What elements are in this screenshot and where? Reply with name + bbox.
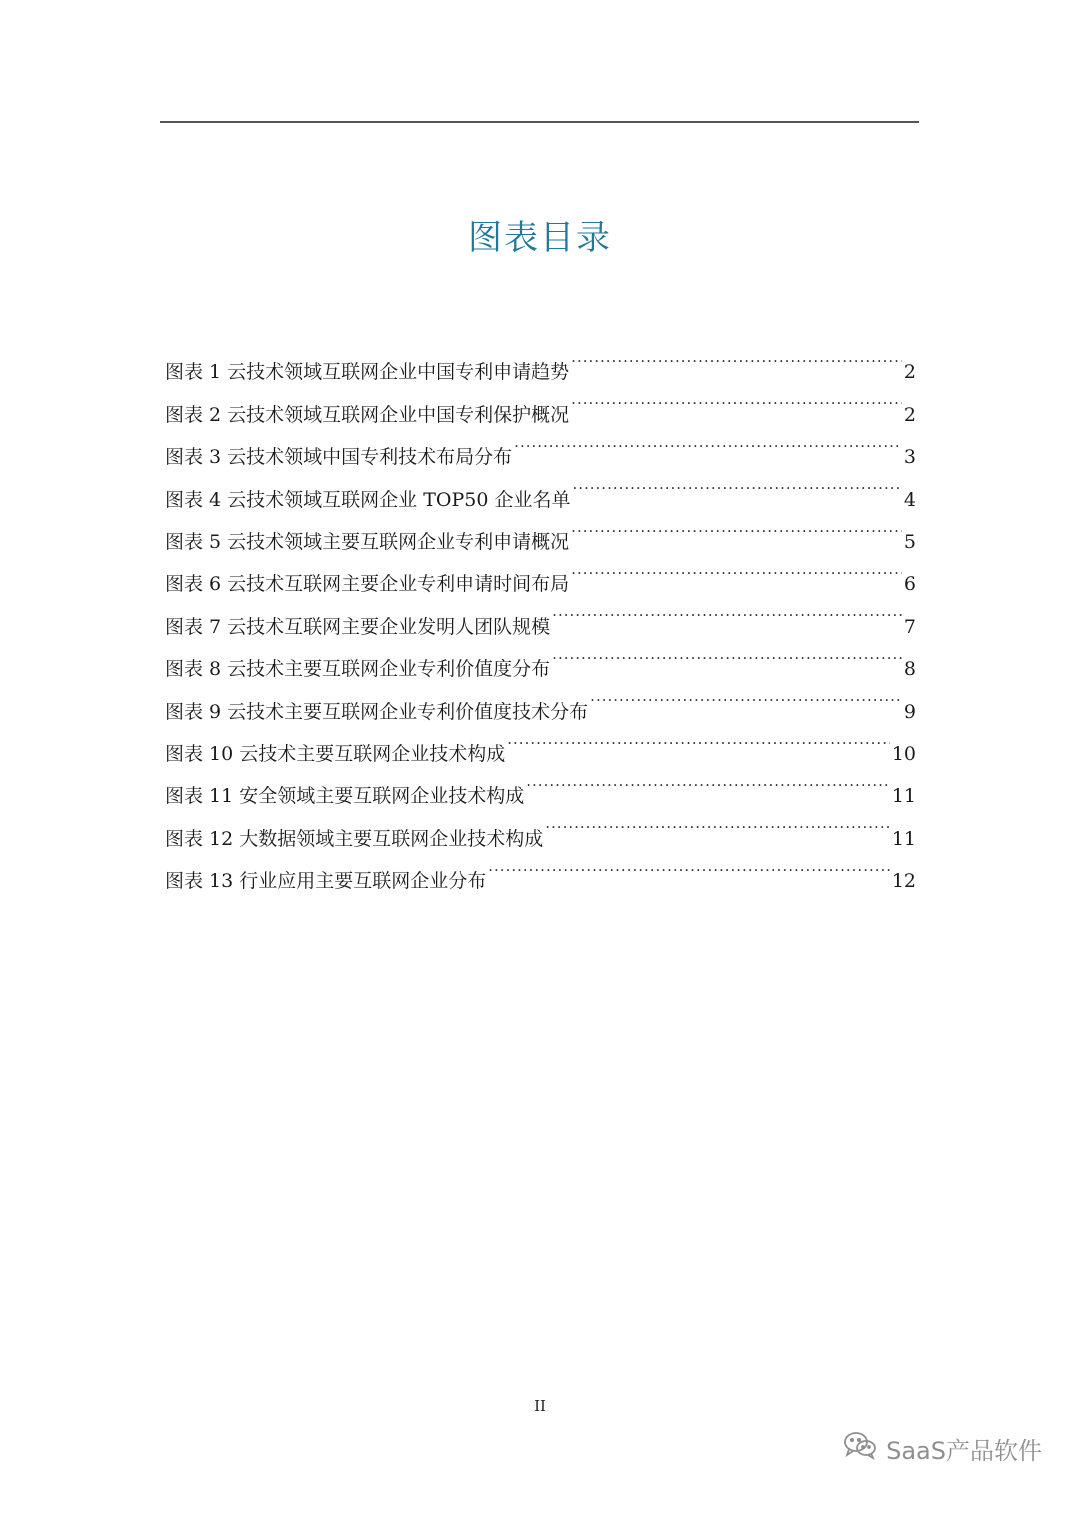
toc-item-label: 图表 11 安全领域主要互联网企业技术构成 — [165, 785, 525, 808]
toc-item-label: 图表 7 云技术互联网主要企业发明人团队规模 — [165, 615, 551, 638]
toc-item-page: 5 — [903, 530, 916, 553]
toc-item-page: 2 — [903, 361, 916, 384]
toc-item-1[interactable] — [165, 336, 916, 384]
toc-dot-leader — [571, 506, 902, 548]
toc-item-label: 图表 5 云技术领域主要互联网企业专利申请概况 — [165, 530, 570, 553]
toc-item-label: 图表 12 大数据领域主要互联网企业技术构成 — [165, 827, 544, 850]
toc-item-label: 图表 10 云技术主要互联网企业技术构成 — [165, 742, 506, 765]
toc-item-page: 12 — [891, 870, 916, 893]
toc-item-page: 9 — [903, 700, 916, 723]
toc-item-label: 图表 3 云技术领域中国专利技术布局分布 — [165, 446, 513, 469]
toc-dot-leader — [590, 675, 902, 717]
page-number: II — [534, 1397, 546, 1415]
toc-dot-leader — [552, 633, 902, 675]
toc-item-page: 3 — [903, 446, 916, 469]
toc-item-label: 图表 13 行业应用主要互联网企业分布 — [165, 870, 487, 893]
toc-dot-leader — [552, 590, 902, 632]
toc-item-label: 图表 1 云技术领域互联网企业中国专利申请趋势 — [165, 361, 570, 384]
wechat-icon — [842, 1430, 878, 1466]
watermark — [842, 1430, 1042, 1466]
table-of-figures — [165, 336, 916, 893]
toc-item-label: 图表 9 云技术主要互联网企业专利价值度技术分布 — [165, 700, 589, 723]
toc-dot-leader — [571, 378, 902, 420]
toc-dot-leader — [545, 802, 890, 844]
toc-dot-leader — [507, 718, 890, 760]
toc-dot-leader — [571, 336, 902, 378]
toc-dot-leader — [526, 760, 890, 802]
toc-item-label: 图表 8 云技术主要互联网企业专利价值度分布 — [165, 658, 551, 681]
toc-item-page: 2 — [903, 403, 916, 426]
toc-item-page: 4 — [903, 488, 916, 511]
toc-item-page: 11 — [891, 827, 916, 850]
watermark-text: SaaS产品软件 — [886, 1436, 1042, 1465]
page-title: 图表目录 — [468, 218, 612, 258]
toc-item-label: 图表 6 云技术互联网主要企业专利申请时间布局 — [165, 573, 570, 596]
toc-item-page: 7 — [903, 615, 916, 638]
toc-dot-leader — [514, 421, 902, 463]
toc-item-page: 6 — [903, 573, 916, 596]
toc-item-page: 10 — [891, 742, 916, 765]
toc-item-page: 8 — [903, 658, 916, 681]
toc-item-label: 图表 4 云技术领域互联网企业 TOP50 企业名单 — [165, 488, 571, 511]
toc-dot-leader — [488, 845, 890, 887]
toc-item-page: 11 — [891, 785, 916, 808]
toc-item-label: 图表 2 云技术领域互联网企业中国专利保护概况 — [165, 403, 570, 426]
toc-dot-leader — [571, 548, 902, 590]
header-rule — [160, 121, 919, 123]
toc-dot-leader — [572, 463, 901, 505]
